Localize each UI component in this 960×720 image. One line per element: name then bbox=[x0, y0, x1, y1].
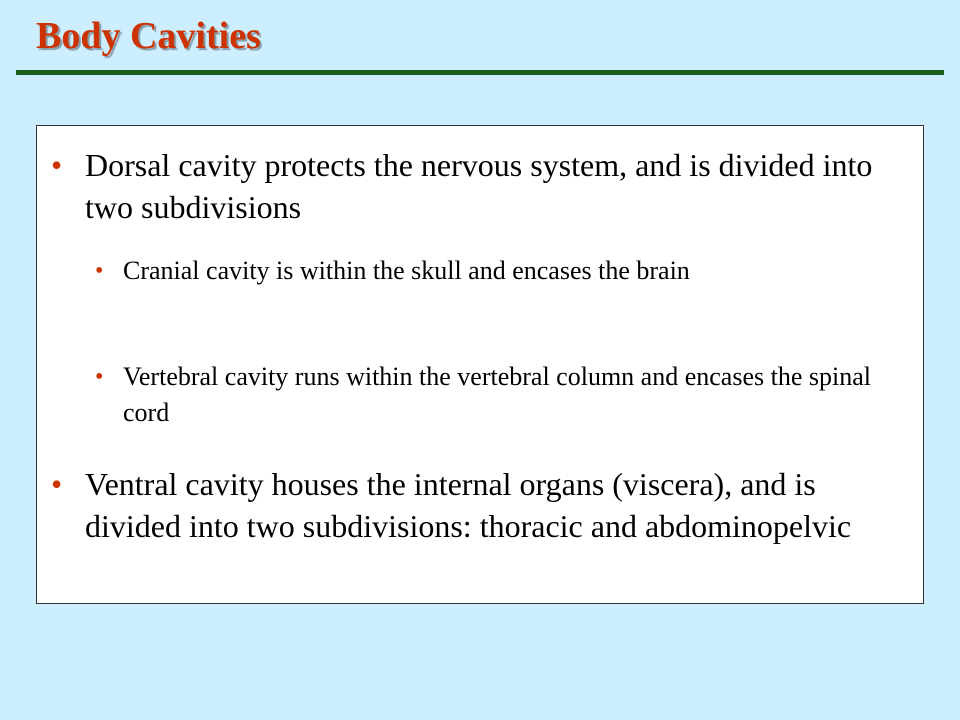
bullet-text: Dorsal cavity protects the nervous system, and is divided into two subdivisions bbox=[85, 147, 873, 225]
bullet-icon: • bbox=[51, 147, 63, 183]
bullet-text: Ventral cavity houses the internal organs (viscera), and is divided into two subdivisions: thoracic and abdominopelvic bbox=[85, 466, 852, 544]
slide-title: Body Cavities bbox=[36, 15, 261, 57]
bullet-cranial-cavity bbox=[95, 253, 895, 289]
bullet-icon: • bbox=[95, 258, 104, 284]
bullet-icon: • bbox=[51, 466, 63, 502]
content-box bbox=[36, 125, 924, 604]
bullet-vertebral-cavity bbox=[95, 359, 895, 431]
title-divider bbox=[16, 70, 944, 75]
bullet-dorsal-cavity bbox=[51, 144, 901, 228]
bullet-icon: • bbox=[95, 364, 104, 390]
bullet-text: Cranial cavity is within the skull and encases the brain bbox=[123, 256, 690, 285]
bullet-text: Vertebral cavity runs within the vertebral column and encases the spinal cord bbox=[123, 362, 871, 427]
bullet-ventral-cavity bbox=[51, 463, 901, 547]
